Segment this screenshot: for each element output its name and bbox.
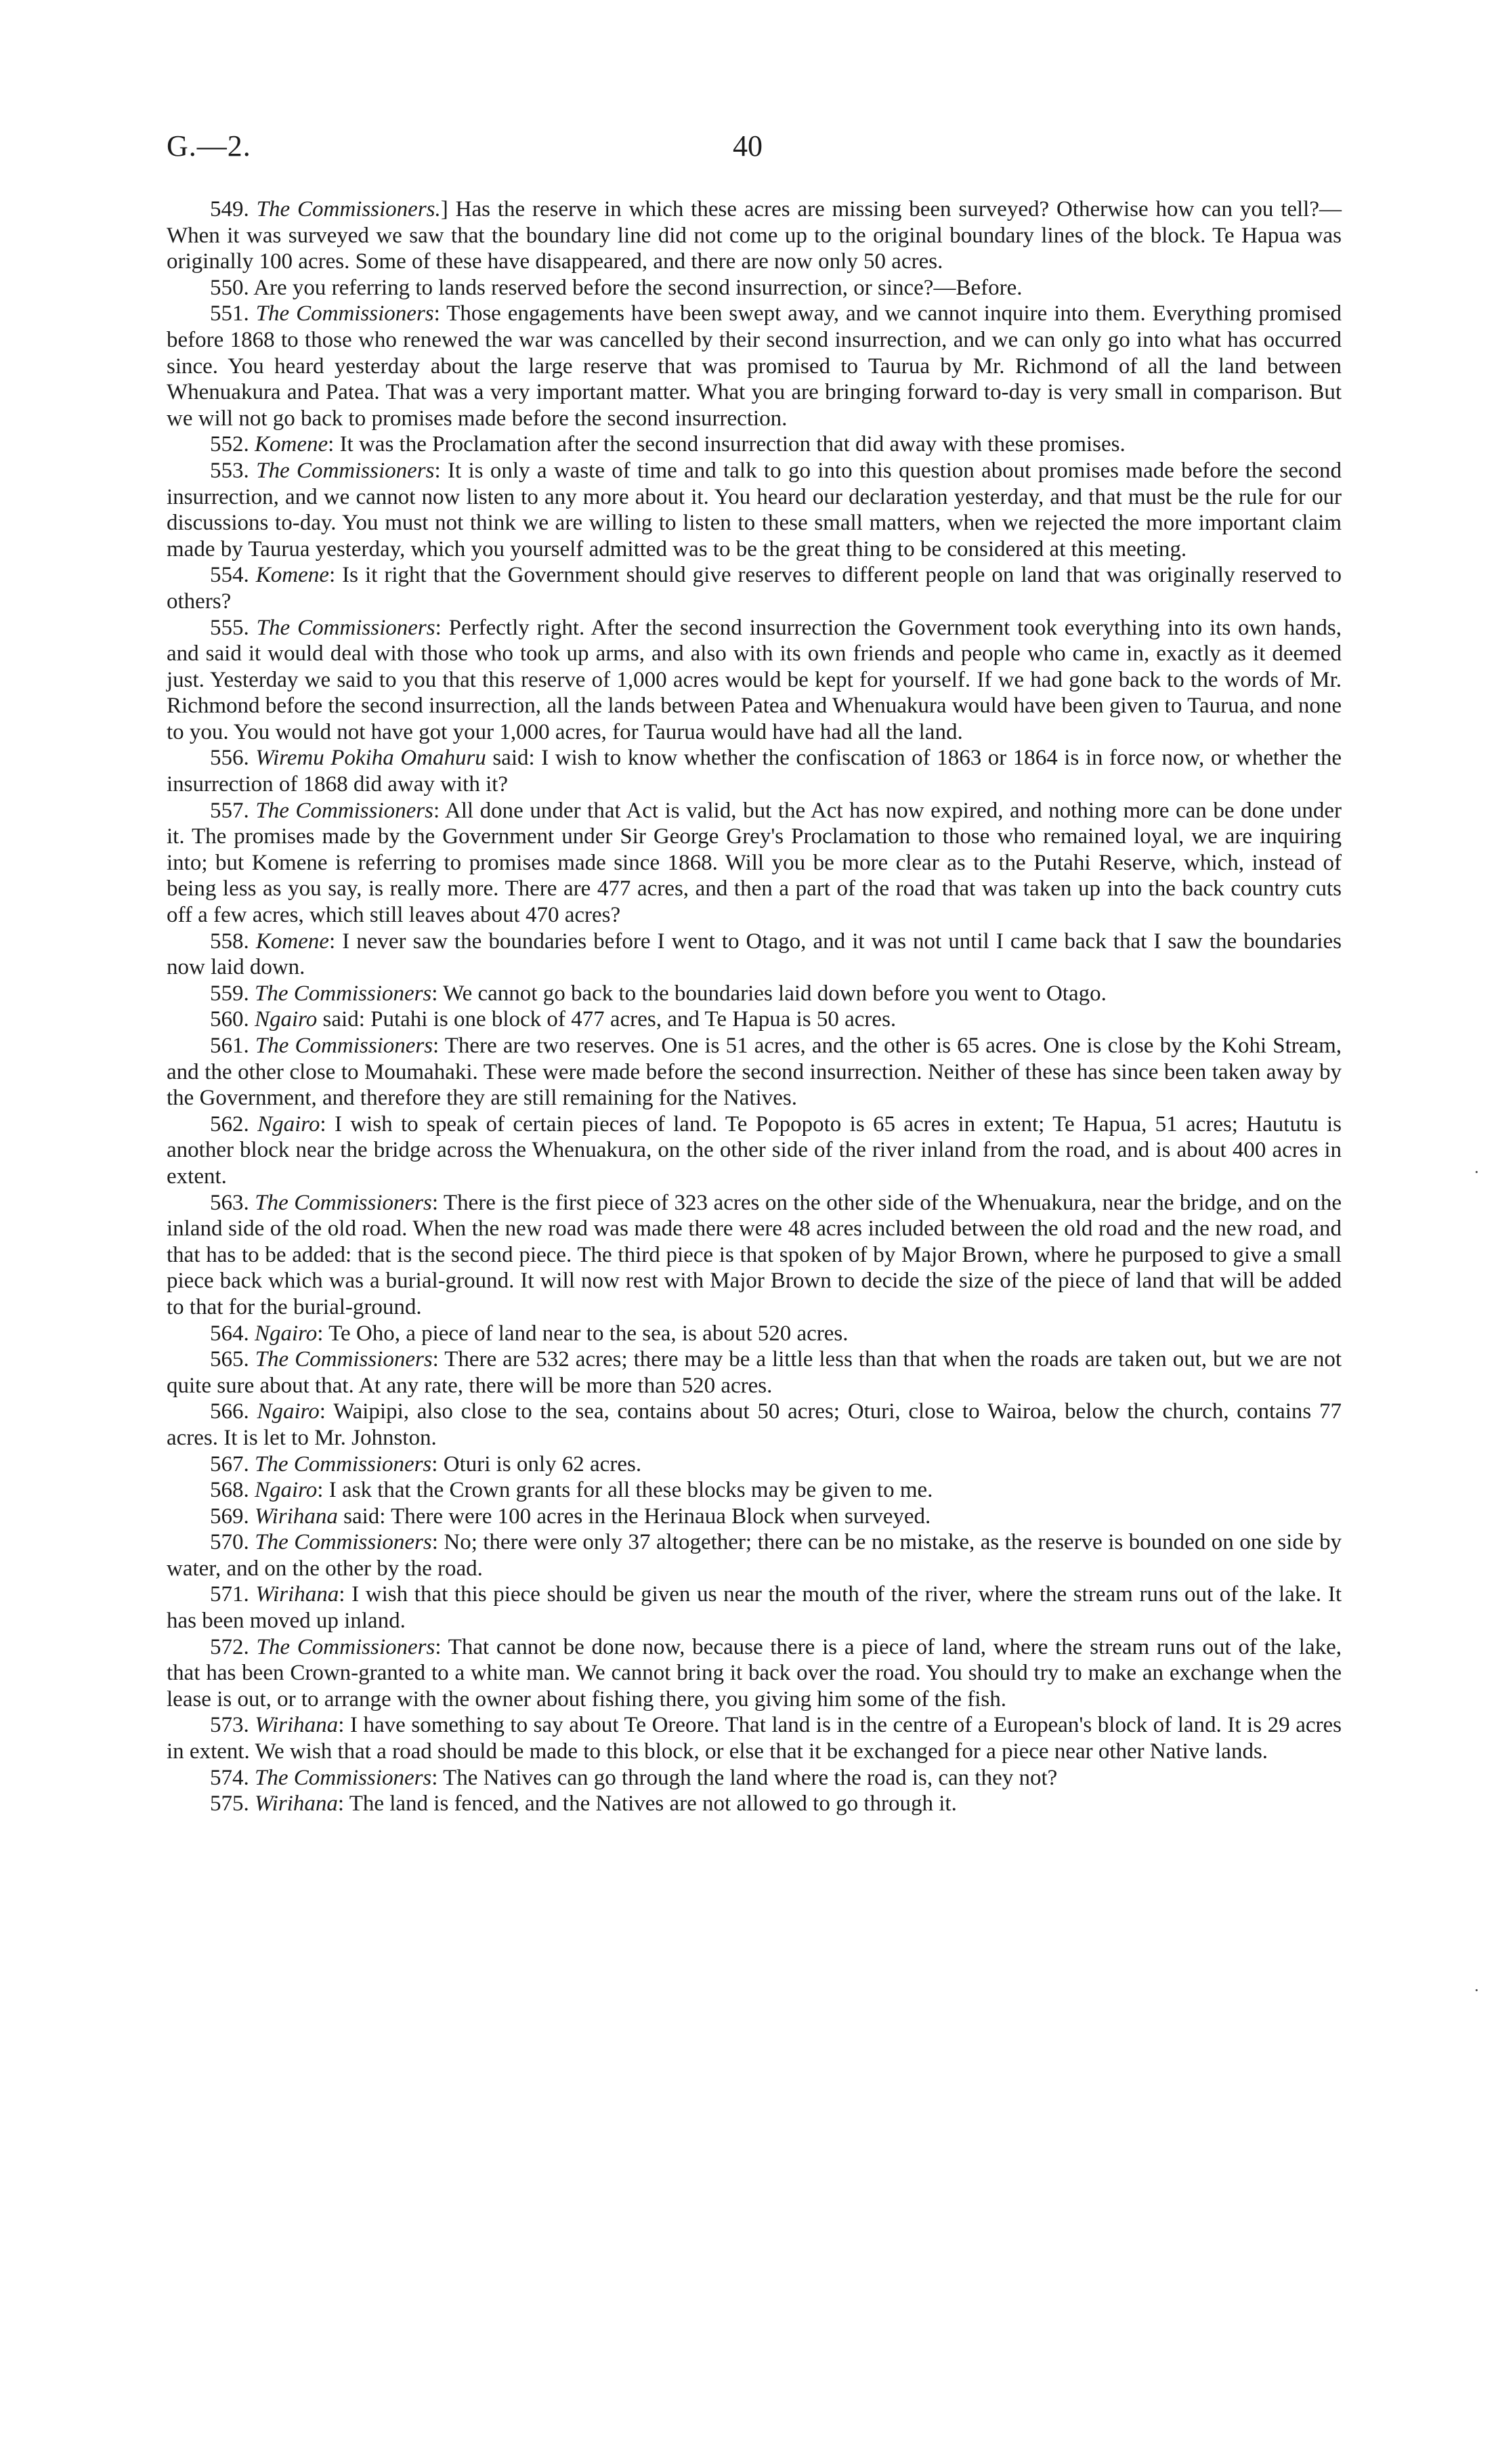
question-paragraph: [167, 615, 1342, 746]
question-number: 553.: [210, 458, 249, 483]
question-paragraph: [167, 1504, 1342, 1530]
question-number: 559.: [210, 981, 249, 1006]
question-paragraph: [167, 301, 1342, 431]
speaker-name: Ngairo: [255, 1321, 318, 1346]
speaker-name: Ngairo: [255, 1478, 318, 1503]
statement-text: There are two reserves. One is 51 acres, and the other is 65 acres. One is close by the Kohi Stream, and the other close to Moumahaki. These were made before the second insurrection. Neither of these has since been taken away by the Government, and therefore they are still remaining for the Natives.: [167, 1034, 1342, 1111]
speaker-separator: :: [339, 1582, 352, 1607]
speaker-separator: :: [431, 981, 444, 1006]
question-number: 572.: [210, 1634, 249, 1659]
question-number: 550.: [210, 275, 249, 300]
speaker-separator: :: [433, 1034, 445, 1058]
margin-mark: ·: [1474, 1162, 1480, 1182]
question-number: 570.: [210, 1530, 249, 1555]
speaker-separator: :: [431, 1451, 444, 1477]
document-reference: G.—2.: [167, 129, 251, 163]
question-number: 574.: [210, 1765, 249, 1790]
page-number: 40: [733, 129, 763, 163]
speaker-name: Komene: [255, 432, 328, 457]
speaker-name: Ngairo: [255, 1007, 318, 1032]
speaker-separator: :: [435, 1634, 448, 1659]
minutes-body: [167, 196, 1342, 1817]
speaker-separator: :: [433, 798, 445, 823]
speaker-name: Ngairo: [257, 1399, 320, 1424]
speaker-name: The Commissioners: [255, 798, 433, 823]
statement-text: Oturi is only 62 acres.: [443, 1451, 642, 1477]
question-paragraph: [167, 745, 1342, 797]
statement-text: The land is fenced, and the Natives are not allowed to go through it.: [349, 1791, 957, 1817]
question-paragraph: [167, 1111, 1342, 1190]
statement-text: I never saw the boundaries before I went to Otago, and it was not until I came back that I saw the boundaries now laid down.: [167, 929, 1342, 980]
question-paragraph: [167, 929, 1342, 981]
statement-text: Putahi is one block of 477 acres, and Te Hapua is 50 acres.: [370, 1007, 897, 1032]
question-paragraph: [167, 1581, 1342, 1634]
statement-text: That cannot be done now, because there is a piece of land, where the stream runs out of the lake, that has been Crown-granted to a white man. We cannot bring it back over the road. You should try to make an exchange when the lease is out, or to arrange with the owner about fishing there, you giving him some of the fish.: [167, 1634, 1342, 1712]
speaker-separator: said:: [486, 746, 542, 771]
question-paragraph: [167, 562, 1342, 614]
statement-text: It was the Proclamation after the second insurrection that did away with these promises.: [339, 432, 1126, 457]
speaker-separator: :: [319, 1399, 334, 1424]
speaker-separator: :: [431, 1765, 444, 1790]
speaker-name: Komene: [255, 563, 329, 588]
statement-text: Has the reserve in which these acres are missing been surveyed? Otherwise how can you tell?—When it was surveyed we saw that the boundary line did not come up to the original boundary lines of the block. Te Hapua was originally 100 acres. Some of these have disappeared, and there are now only 50 acres.: [167, 197, 1342, 274]
statement-text: Perfectly right. After the second insurrection the Government took everything into its own hands, and said it would deal with those who took up arms, and also with its own friends and people who came in, exactly as it deemed just. Yesterday we said to you that this reserve of 1,000 acres would be kept for yourself. If we had gone back to the words of Mr. Richmond before the second insurrection, all the lands between Patea and Whenuakura would have been given to Taurua, and none to you. You would not have got your 1,000 acres, for Taurua would have had all the land.: [167, 615, 1342, 744]
speaker-name: Ngairo: [257, 1111, 320, 1137]
question-number: 552.: [210, 432, 249, 457]
speaker-separator: :: [431, 1530, 444, 1555]
speaker-separator: :: [317, 1321, 329, 1346]
speaker-name: The Commissioners: [256, 1634, 435, 1659]
speaker-name: The Commissioners: [255, 1530, 432, 1555]
statement-text: I wish to speak of certain pieces of land. Te Popopoto is 65 acres in extent; Te Hapua, 51 acres; Haututu is another block near the bridge across the Whenuakura, on the other side of the river inland from the road, and is about 400 acres in extent.: [167, 1111, 1342, 1189]
speaker-separator: :: [328, 929, 343, 954]
statement-text: We cannot go back to the boundaries laid down before you went to Otago.: [443, 981, 1107, 1006]
speaker-separator: :: [431, 1190, 444, 1215]
question-paragraph: [167, 1712, 1342, 1764]
question-paragraph: [167, 1451, 1342, 1478]
speaker-separator: :: [328, 563, 343, 588]
question-number: 554.: [210, 563, 249, 588]
question-number: 561.: [210, 1034, 249, 1058]
question-number: 556.: [210, 746, 249, 771]
speaker-name: The Commissioners: [255, 1451, 432, 1477]
statement-text: The Natives can go through the land where the road is, can they not?: [443, 1765, 1058, 1790]
question-number: 555.: [210, 615, 249, 640]
speaker-name: The Commissioners: [255, 1190, 432, 1215]
speaker-name: Wirihana: [255, 1713, 339, 1738]
question-paragraph: [167, 275, 1342, 301]
question-number: 567.: [210, 1451, 249, 1477]
statement-text: Those engagements have been swept away, and we cannot inquire into them. Everything promised before 1868 to those who renewed the war was cancelled by their second insurrection, and we can only go into what has occurred since. You heard yesterday about the large reserve that was promised to Taurua by Mr. Richmond of all the land between Whenuakura and Patea. That was a very important matter. What you are bringing forward to-day is very small in comparison. But we will not go back to promises made before the second insurrection.: [167, 301, 1342, 431]
speaker-name: The Commissioners: [255, 981, 432, 1006]
question-paragraph: [167, 1529, 1342, 1581]
question-paragraph: [167, 1321, 1342, 1347]
question-number: 557.: [210, 798, 249, 823]
speaker-separator: said:: [317, 1007, 371, 1032]
statement-text: I wish that this piece should be given us near the mouth of the river, where the stream runs out of the lake. It has been moved up inland.: [167, 1582, 1342, 1634]
question-number: 568.: [210, 1478, 249, 1503]
question-paragraph: [167, 798, 1342, 929]
speaker-name: Wirihana: [255, 1791, 338, 1817]
speaker-separator: said:: [337, 1504, 391, 1529]
speaker-separator: :: [337, 1791, 349, 1817]
speaker-name: The Commissioners: [255, 301, 434, 326]
question-paragraph: [167, 1477, 1342, 1504]
statement-text: All done under that Act is valid, but the Act has now expired, and nothing more can be done under it. The promises made by the Government under Sir George Grey's Proclamation to those who remained loyal, we are inquiring into; but Komene is referring to promises made since 1868. Will you be more clear as to the Putahi Reserve, which, instead of being less as you say, is really more. There are 477 acres, and then a part of the road that was taken up into the back country cuts off a few acres, which still leaves about 470 acres?: [167, 798, 1342, 928]
question-paragraph: [167, 1033, 1342, 1111]
question-number: 569.: [210, 1504, 249, 1529]
question-number: 549.: [210, 197, 249, 221]
statement-text: I have something to say about Te Oreore. That land is in the centre of a European's block of land. It is 29 acres in extent. We wish that a road should be made to this block, or else that it be exchanged for a piece near other Native lands.: [167, 1713, 1342, 1764]
question-number: 566.: [210, 1399, 249, 1424]
speaker-name: The Commissioners: [256, 458, 435, 483]
statement-text: There were 100 acres in the Herinaua Block when surveyed.: [391, 1504, 931, 1529]
question-paragraph: [167, 1765, 1342, 1791]
speaker-separator: :: [434, 458, 448, 483]
margin-mark: ·: [1474, 1980, 1480, 2000]
question-number: 564.: [210, 1321, 249, 1346]
statement-text: No; there were only 37 altogether; there can be no mistake, as the reserve is bounded on one side by water, and on the other by the road.: [167, 1530, 1342, 1581]
question-number: 563.: [210, 1190, 249, 1215]
speaker-name: Komene: [255, 929, 329, 954]
question-paragraph: [167, 1634, 1342, 1713]
speaker-name: The Commissioners: [255, 1034, 433, 1058]
question-number: 558.: [210, 929, 249, 954]
question-number: 571.: [210, 1582, 249, 1607]
speaker-name: The Commissioners: [256, 615, 435, 640]
question-paragraph: [167, 1346, 1342, 1399]
question-number: 551.: [210, 301, 249, 326]
speaker-name: Wirihana: [255, 1504, 338, 1529]
speaker-separator: :: [435, 615, 449, 640]
statement-text: There are 532 acres; there may be a little less than that when the roads are taken out, but we are not quite sure about that. At any rate, there will be more than 520 acres.: [167, 1347, 1342, 1398]
question-paragraph: [167, 196, 1342, 275]
speaker-separator: ]: [440, 197, 456, 221]
question-number: 573.: [210, 1713, 249, 1738]
question-paragraph: [167, 1006, 1342, 1033]
speaker-separator: :: [328, 432, 340, 457]
question-paragraph: [167, 431, 1342, 458]
speaker-name: The Commissioners: [255, 1765, 432, 1790]
statement-text: Are you referring to lands reserved before the second insurrection, or since?—Before.: [253, 275, 1023, 300]
statement-text: I ask that the Crown grants for all these blocks may be given to me.: [328, 1478, 933, 1503]
question-paragraph: [167, 1190, 1342, 1321]
question-number: 560.: [210, 1007, 249, 1032]
speaker-name: The Commissioners: [255, 1347, 433, 1372]
question-paragraph: [167, 458, 1342, 562]
statement-text: Waipipi, also close to the sea, contains about 50 acres; Oturi, close to Wairoa, below the church, contains 77 acres. It is let to Mr. Johnston.: [167, 1399, 1342, 1450]
speaker-separator: :: [432, 1347, 445, 1372]
speaker-name: Wirihana: [255, 1582, 339, 1607]
page-header: [167, 129, 1338, 176]
speaker-separator: :: [433, 301, 447, 326]
question-paragraph: [167, 1399, 1342, 1451]
statement-text: I wish to know whether the confiscation of 1863 or 1864 is in force now, or whether the insurrection of 1868 did away with it?: [167, 746, 1342, 797]
speaker-separator: :: [320, 1111, 335, 1137]
question-number: 565.: [210, 1347, 249, 1372]
statement-text: Te Oho, a piece of land near to the sea, is about 520 acres.: [328, 1321, 849, 1346]
question-paragraph: [167, 1791, 1342, 1817]
question-number: 575.: [210, 1791, 249, 1817]
speaker-name: Wiremu Pokiha Omahuru: [255, 746, 486, 771]
statement-text: It is only a waste of time and talk to go into this question about promises made before the second insurrection, and we cannot now listen to any more about it. You heard our declaration yesterday, and that must be the rule for our discussions to-day. You must not think we are willing to listen to these small matters, when we rejected the more important claim made by Taurua yesterday, which you yourself admitted was to be the great thing to be considered at this meeting.: [167, 458, 1342, 561]
statement-text: There is the first piece of 323 acres on the other side of the Whenuakura, near the bridge, and on the inland side of the old road. When the new road was made there were 48 acres included between the old road and the new road, and that has to be added: that is the second piece. The third piece is that spoken of by Major Brown, where he purposed to give a small piece back which was a burial-ground. It will now rest with Major Brown to decide the size of the piece of land that will be added to that for the burial-ground.: [167, 1190, 1342, 1319]
speaker-separator: :: [338, 1713, 350, 1738]
speaker-separator: :: [317, 1478, 329, 1503]
question-paragraph: [167, 981, 1342, 1007]
speaker-name: The Commissioners.: [256, 197, 441, 221]
question-number: 562.: [210, 1111, 249, 1137]
statement-text: Is it right that the Government should give reserves to different people on land that was originally reserved to others?: [167, 563, 1342, 614]
